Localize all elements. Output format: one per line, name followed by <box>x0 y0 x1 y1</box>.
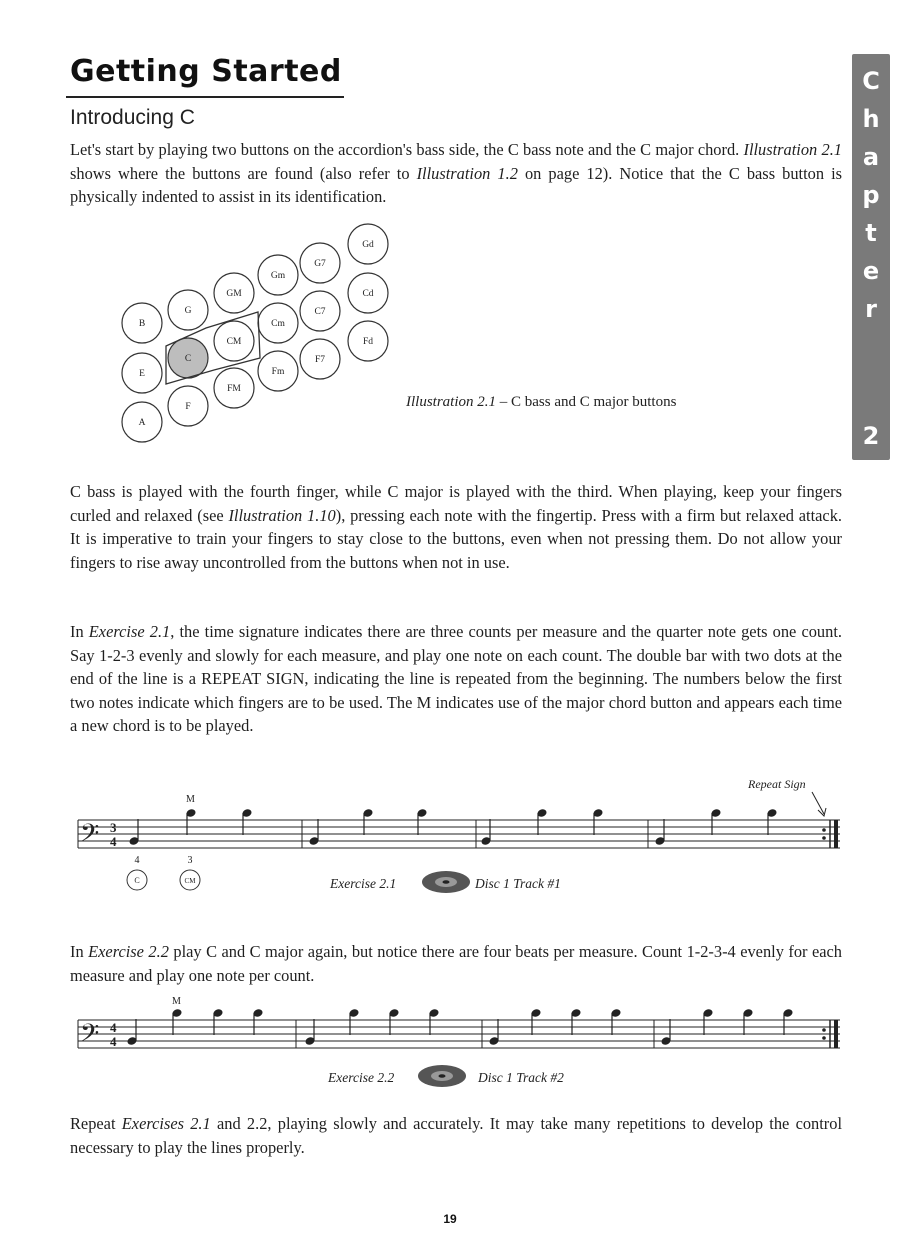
time-signature-top: 4 <box>110 1020 117 1035</box>
chapter-number: 2 <box>862 422 880 450</box>
button-label: Fd <box>362 337 374 347</box>
exercise-2-1-paragraph <box>70 620 842 738</box>
illustration-caption <box>406 394 676 411</box>
button-label: G <box>184 306 192 316</box>
track-label: Disc 1 Track #1 <box>475 876 561 891</box>
illustration-reference: Illustration 2.1 <box>743 140 842 159</box>
text-run: C bass is played with the fourth finger, while C major is played with the third. When playing, keep your fingers curled and relaxed (see <box>70 482 842 525</box>
section-subheading: Introducing C <box>70 106 195 129</box>
text-run: ), pressing each note with the fingertip. Press with a firm but relaxed attack. It is imperative to train your fingers to stay close to the buttons, even when not pressing them. Do not allow your fingers to rise away uncontrolled from the buttons when not in use. <box>70 505 842 572</box>
button-label: Gm <box>270 271 286 281</box>
repeat-exercises-paragraph <box>70 1112 842 1159</box>
chapter-letter: C <box>862 67 880 95</box>
cd-icon-hole <box>443 880 450 884</box>
intro-paragraph <box>70 138 842 209</box>
button-label: FM <box>227 384 241 394</box>
fingering-paragraph <box>70 480 842 574</box>
button-label: G7 <box>314 259 326 269</box>
repeat-dot <box>822 1036 826 1040</box>
exercise-2-1-staff <box>70 770 850 900</box>
chapter-letter: e <box>862 257 880 285</box>
exercise-2-2-staff <box>70 996 850 1092</box>
exercise-reference: Exercise 2.1 <box>88 622 171 641</box>
page-title: Getting Started <box>70 54 342 89</box>
chapter-tab-letters <box>852 62 890 328</box>
text-run: Repeat <box>70 1114 122 1133</box>
text-run: In <box>70 622 89 641</box>
text-run: shows where the buttons are found (also refer to <box>70 163 417 183</box>
bass-clef-symbol: 𝄢 <box>80 1020 100 1053</box>
chapter-letter: a <box>862 143 880 171</box>
chapter-letter: t <box>865 219 877 247</box>
button-label: C <box>184 354 192 364</box>
repeat-sign-arrowhead <box>818 808 826 816</box>
exercise-2-2-paragraph <box>70 940 842 987</box>
bass-button-diagram <box>110 220 410 452</box>
button-label: Gd <box>362 240 374 250</box>
finger-number: 3 <box>187 855 193 866</box>
text-run: on page 12). Notice that the C bass button is physically indented to assist in its identification. <box>70 163 842 206</box>
chapter-tab <box>852 54 890 460</box>
finger-button-label: C <box>134 876 140 885</box>
track-label: Disc 1 Track #2 <box>478 1070 564 1085</box>
repeat-sign-label: Repeat Sign <box>748 777 806 791</box>
major-chord-marker: M <box>172 996 181 1007</box>
text-run: play C and C major again, but notice there are four beats per measure. Count 1-2-3-4 evenly for each measure and play one note per count. <box>70 942 842 985</box>
button-label: Cd <box>362 289 374 299</box>
title-underline <box>66 96 344 98</box>
chapter-letter: h <box>862 105 880 133</box>
button-label: Fm <box>271 367 285 377</box>
text-run: Let's start by playing two buttons on the accordion's bass side, the C bass note and the C major chord. <box>70 140 744 159</box>
text-run: In <box>70 942 89 961</box>
button-label: Cm <box>271 319 285 329</box>
repeat-dot <box>822 1028 826 1032</box>
illustration-reference: Illustration 1.10 <box>228 505 336 525</box>
button-label: E <box>139 369 145 379</box>
time-signature-bottom: 4 <box>110 1034 117 1049</box>
exercise-label: Exercise 2.2 <box>328 1070 395 1085</box>
cd-icon-hole <box>439 1074 446 1078</box>
exercise-reference: Exercises 2.1 <box>121 1114 211 1133</box>
exercise-reference: Exercise 2.2 <box>88 942 169 961</box>
button-label: B <box>138 319 146 329</box>
button-label: GM <box>226 289 242 299</box>
bass-clef-symbol: 𝄢 <box>80 820 100 853</box>
caption-reference: Illustration 2.1 <box>406 394 497 410</box>
button-label: F <box>185 402 191 412</box>
chapter-letter: r <box>865 295 877 323</box>
repeat-dot <box>822 836 826 840</box>
button-label: C7 <box>314 307 326 317</box>
time-signature-top: 3 <box>110 820 117 835</box>
caption-text: – C bass and C major buttons <box>496 394 677 410</box>
time-signature-bottom: 4 <box>110 834 117 849</box>
text-run: and 2.2, playing slowly and accurately. It may take many repetitions to develop the control necessary to play the lines properly. <box>70 1114 843 1157</box>
button-label: CM <box>226 337 242 347</box>
page-number: 19 <box>443 1212 457 1226</box>
button-label: F7 <box>314 355 326 365</box>
major-chord-marker: M <box>186 794 195 805</box>
finger-button-label: CM <box>184 877 196 885</box>
button-label: A <box>138 418 146 428</box>
finger-number: 4 <box>134 855 140 866</box>
text-run: , the time signature indicates there are three counts per measure and the quarter note gets one count. Say 1-2-3 evenly and slowly for each measure, and play one note on each count. The double bar with two dots at the end of the line is a REPEAT SIGN, indicating the line is repeated from the beginning. The numbers below the first two notes indicate which fingers are to be used. The M indicates use of the major chord button and appears each time a new chord is to be played. <box>70 622 842 735</box>
repeat-dot <box>822 828 826 832</box>
illustration-reference: Illustration 1.2 <box>416 163 518 183</box>
chapter-letter: p <box>862 181 880 209</box>
exercise-label: Exercise 2.1 <box>330 876 397 891</box>
